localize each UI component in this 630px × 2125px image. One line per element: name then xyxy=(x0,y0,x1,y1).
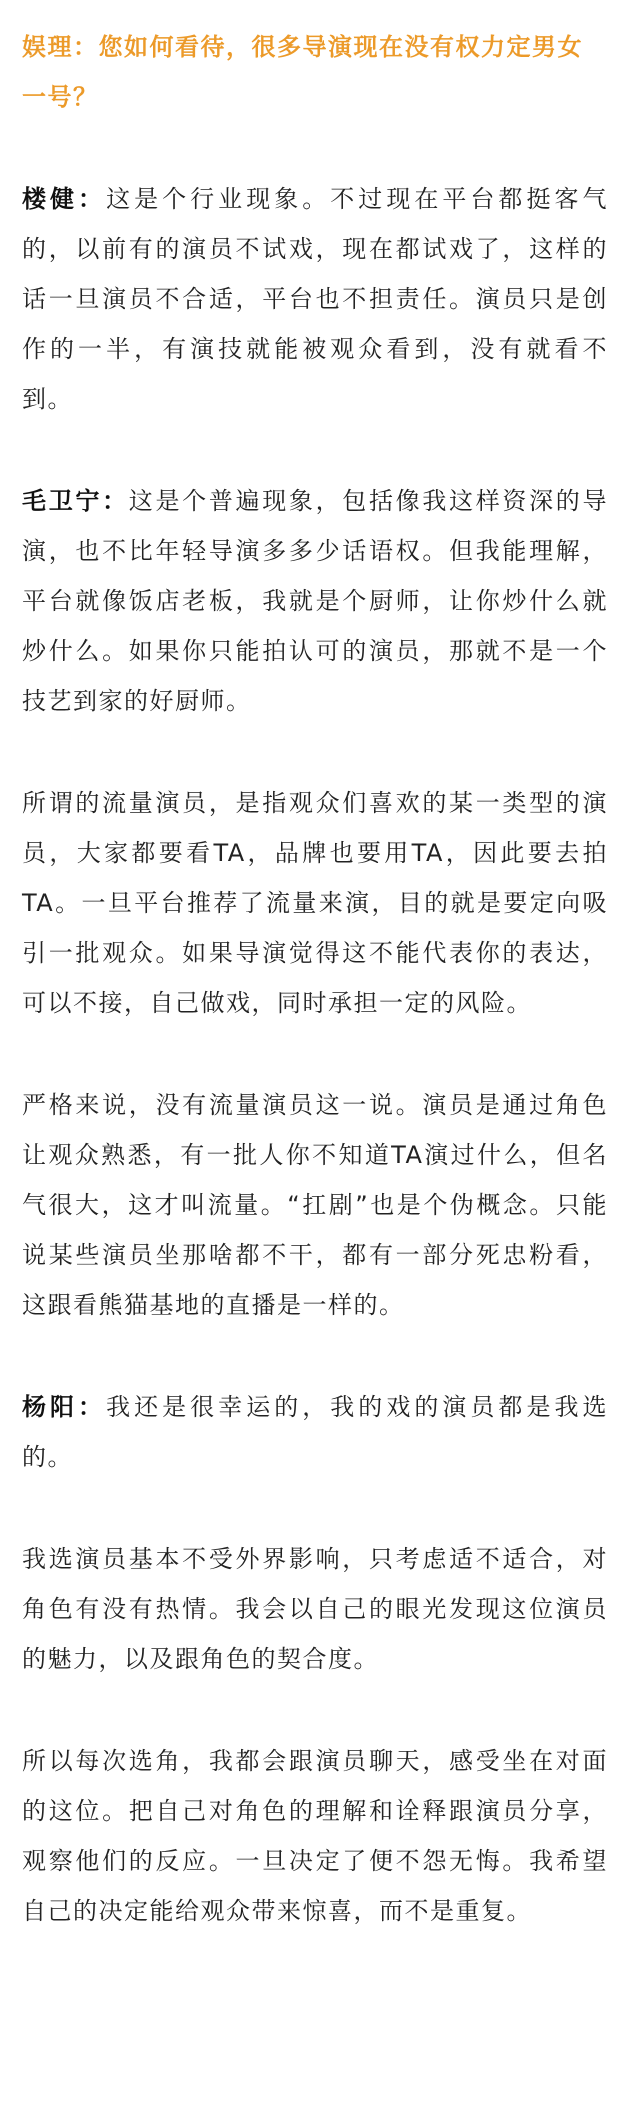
speaker-name: 毛卫宁： xyxy=(22,487,129,515)
paragraph-text: 所以每次选角，我都会跟演员聊天，感受坐在对面的这位。把自己对角色的理解和诠释跟演员分享，观察他们的反应。一旦决定了便不怨无悔。我希望自己的决定能给观众带来惊喜，而不是重复。 xyxy=(22,1747,608,1925)
paragraph-text: 这是个行业现象。不过现在平台都挺客气的，以前有的演员不试戏，现在都试戏了，这样的话一旦演员不合适，平台也不担责任。演员只是创作的一半，有演技就能被观众看到，没有就看不到。 xyxy=(22,185,609,413)
speaker-name: 杨阳： xyxy=(22,1393,107,1421)
answer-paragraph-5 xyxy=(22,1382,608,1482)
paragraph-text: 我选演员基本不受外界影响，只考虑适不适合，对角色有没有热情。我会以自己的眼光发现这位演员的魅力，以及跟角色的契合度。 xyxy=(22,1545,608,1673)
answer-paragraph-3 xyxy=(22,778,608,1028)
paragraph-text: 所谓的流量演员，是指观众们喜欢的某一类型的演员，大家都要看TA，品牌也要用TA，因此要去拍TA。一旦平台推荐了流量来演，目的就是要定向吸引一批观众。如果导演觉得这不能代表你的表达，可以不接，自己做戏，同时承担一定的风险。 xyxy=(22,789,608,1017)
answer-paragraph-6 xyxy=(22,1534,608,1684)
interview-question: 娱理：您如何看待，很多导演现在没有权力定男女一号？ xyxy=(22,33,583,111)
answer-paragraph-4 xyxy=(22,1080,608,1330)
paragraph-text: 这是个普遍现象，包括像我这样资深的导演，也不比年轻导演多多少话语权。但我能理解，平台就像饭店老板，我就是个厨师，让你炒什么就炒什么。如果你只能拍认可的演员，那就不是一个技艺到家的好厨师。 xyxy=(22,487,609,715)
speaker-name: 楼健： xyxy=(22,185,107,213)
answer-paragraph-7 xyxy=(22,1736,608,1936)
paragraph-text: 我还是很幸运的，我的戏的演员都是我选的。 xyxy=(22,1393,609,1471)
answer-paragraph-1 xyxy=(22,174,608,424)
answer-paragraph-2 xyxy=(22,476,608,726)
paragraph-text: 严格来说，没有流量演员这一说。演员是通过角色让观众熟悉，有一批人你不知道TA演过什么，但名气很大，这才叫流量。“扛剧”也是个伪概念。只能说某些演员坐那啥都不干，都有一部分死忠粉看，这跟看熊猫基地的直播是一样的。 xyxy=(22,1091,608,1319)
